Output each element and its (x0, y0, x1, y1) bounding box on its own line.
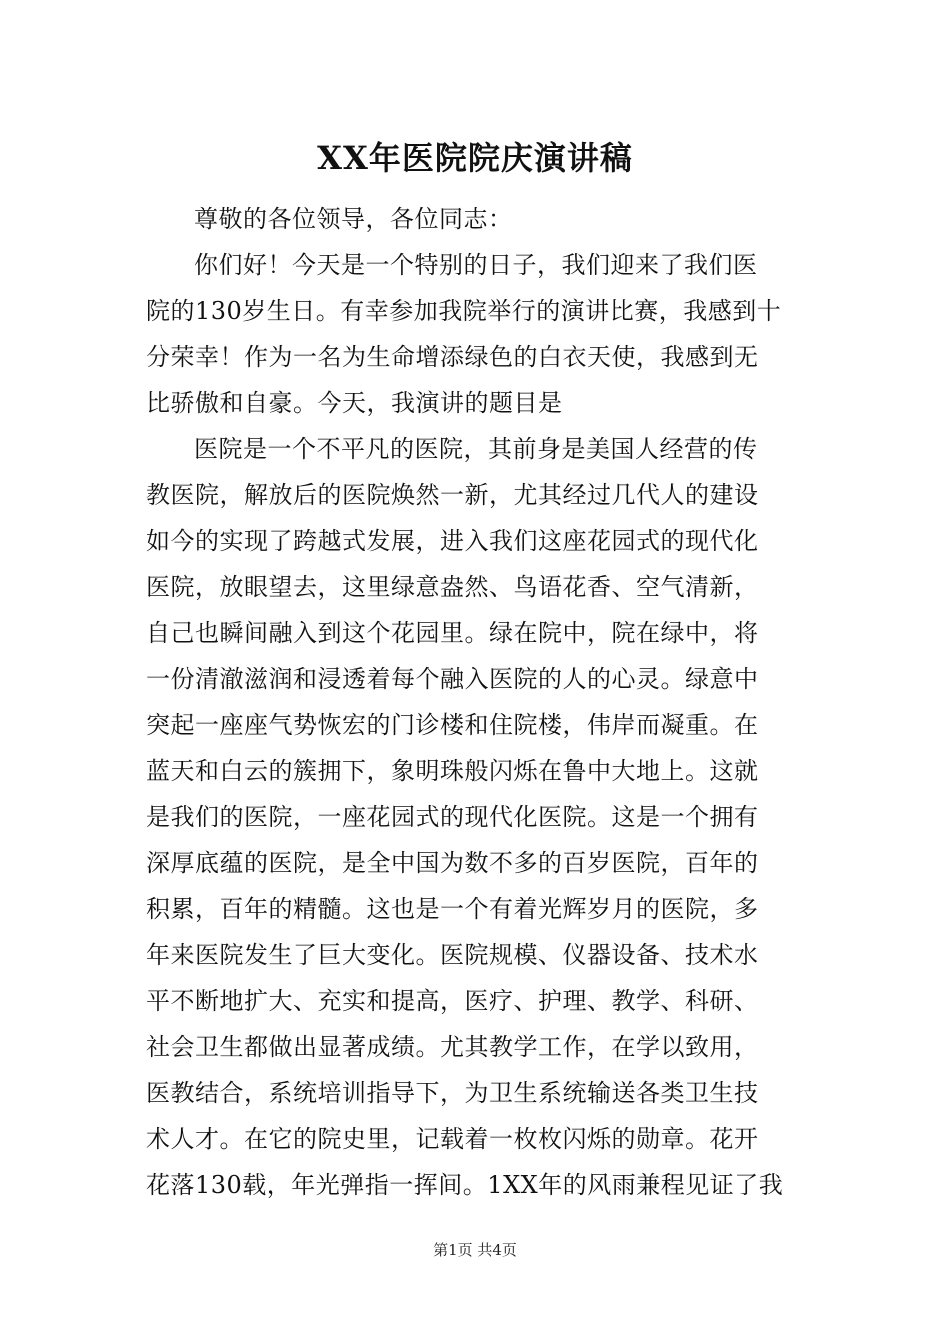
paragraph-line: 医院是一个不平凡的医院，其前身是美国人经营的传 (194, 435, 758, 463)
paragraph-line: 教医院，解放后的医院焕然一新，尤其经过几代人的建设 (146, 481, 759, 509)
paragraph-line: 院的130岁生日。有幸参加我院举行的演讲比赛，我感到十 (146, 297, 782, 325)
paragraph-line: 平不断地扩大、充实和提高，医疗、护理、教学、科研、 (146, 987, 759, 1015)
salutation-line: 尊敬的各位领导，各位同志： (194, 205, 513, 233)
paragraph-line: 你们好！今天是一个特别的日子，我们迎来了我们医 (194, 251, 758, 279)
paragraph-line: 蓝天和白云的簇拥下，象明珠般闪烁在鲁中大地上。这就 (146, 757, 759, 785)
paragraph-line: 医教结合，系统培训指导下，为卫生系统输送各类卫生技 (146, 1079, 759, 1107)
paragraph-line: 如今的实现了跨越式发展，进入我们这座花园式的现代化 (146, 527, 759, 555)
paragraph-line: 积累，百年的精髓。这也是一个有着光辉岁月的医院，多 (146, 895, 759, 923)
paragraph-line: 花落130载，年光弹指一挥间。1XX年的风雨兼程见证了我 (146, 1171, 784, 1199)
paragraph-line: 深厚底蕴的医院，是全中国为数不多的百岁医院，百年的 (146, 849, 759, 877)
paragraph-line: 分荣幸！作为一名为生命增添绿色的白衣天使，我感到无 (146, 343, 759, 371)
page-footer: 第1页 共4页 (433, 1241, 517, 1259)
paragraph-line: 一份清澈滋润和浸透着每个融入医院的人的心灵。绿意中 (146, 665, 759, 693)
paragraph-line: 社会卫生都做出显著成绩。尤其教学工作，在学以致用， (146, 1033, 759, 1061)
document-title: XX年医院院庆演讲稿 (317, 139, 633, 177)
paragraph-line: 年来医院发生了巨大变化。医院规模、仪器设备、技术水 (146, 941, 759, 969)
paragraph-line: 医院，放眼望去，这里绿意盎然、鸟语花香、空气清新， (146, 573, 759, 601)
paragraph-line: 术人才。在它的院史里，记载着一枚枚闪烁的勋章。花开 (146, 1125, 759, 1153)
paragraph-line: 自己也瞬间融入到这个花园里。绿在院中，院在绿中，将 (146, 619, 759, 647)
paragraph-line: 比骄傲和自豪。今天，我演讲的题目是 (146, 389, 563, 417)
document-body (146, 196, 806, 1208)
paragraph-line: 突起一座座气势恢宏的门诊楼和住院楼，伟岸而凝重。在 (146, 711, 759, 739)
paragraph-line: 是我们的医院，一座花园式的现代化医院。这是一个拥有 (146, 803, 759, 831)
